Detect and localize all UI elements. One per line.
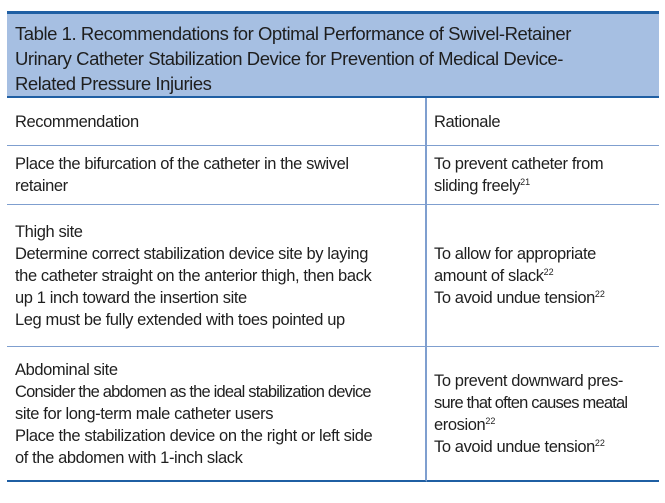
recommendation-subheading: Abdominal site: [15, 360, 118, 379]
column-header-recommendation: [7, 98, 427, 146]
column-header-label: Rationale: [434, 112, 501, 131]
reference-superscript: 22: [594, 288, 605, 299]
table-row-2-rationale: [427, 205, 659, 347]
recommendation-line: Place the stabilization device on the right or left side: [15, 426, 373, 445]
table-grid: [7, 98, 659, 482]
rationale-text: To prevent catheter from: [434, 155, 604, 173]
rationale-line: [434, 153, 655, 175]
rationale-text: sure that often causes meatal: [434, 393, 628, 412]
column-header-label: Recommendation: [15, 112, 139, 131]
recommendation-line: up 1 inch toward the insertion site: [15, 288, 247, 307]
caption-line: Related Pressure Injuries: [15, 73, 212, 94]
table-caption: [7, 11, 659, 98]
rationale-text: amount of slack: [434, 266, 544, 285]
rationale-text: To avoid undue tension: [434, 437, 595, 456]
recommendation-line: Leg must be fully extended with toes pointed up: [15, 310, 345, 329]
table-row-3-rationale: [427, 347, 659, 482]
rationale-line: [434, 243, 655, 265]
recommendations-table: [7, 11, 659, 482]
table-row-2-recommendation: [7, 205, 427, 347]
recommendation-line: Determine correct stabilization device site by laying: [15, 244, 368, 263]
rationale-line: [434, 392, 655, 414]
recommendation-line: retainer: [15, 177, 68, 195]
caption-line: Urinary Catheter Stabilization Device for Prevention of Medical Device-: [15, 48, 563, 69]
rationale-text: To prevent downward pres-: [434, 371, 624, 390]
recommendation-line: Consider the abdomen as the ideal stabilization device: [15, 382, 371, 401]
recommendation-line: of the abdomen with 1-inch slack: [15, 448, 243, 467]
rationale-text: To avoid undue tension: [434, 288, 595, 307]
recommendation-line: Place the bifurcation of the catheter in the swivel: [15, 155, 349, 173]
reference-superscript: 21: [520, 177, 531, 187]
recommendation-subheading: Thigh site: [15, 222, 83, 241]
column-header-rationale: [427, 98, 659, 146]
rationale-line: [434, 370, 655, 392]
reference-superscript: 22: [543, 266, 554, 277]
table-row-1-rationale: [427, 146, 659, 205]
reference-superscript: 22: [594, 437, 605, 448]
rationale-text: erosion: [434, 415, 486, 434]
recommendation-line: site for long-term male catheter users: [15, 404, 274, 423]
rationale-line: [434, 414, 655, 436]
recommendation-line: the catheter straight on the anterior thigh, then back: [15, 266, 372, 285]
rationale-line: [434, 287, 655, 309]
reference-superscript: 22: [485, 415, 496, 426]
rationale-text: To allow for appropriate: [434, 244, 596, 263]
rationale-text: sliding freely: [434, 177, 521, 195]
rationale-line: [434, 265, 655, 287]
rationale-line: [434, 175, 655, 197]
table-row-3-recommendation: [7, 347, 427, 482]
caption-line: Table 1. Recommendations for Optimal Performance of Swivel-Retainer: [15, 23, 571, 44]
rationale-line: [434, 436, 655, 458]
table-row-1-recommendation: [7, 146, 427, 205]
